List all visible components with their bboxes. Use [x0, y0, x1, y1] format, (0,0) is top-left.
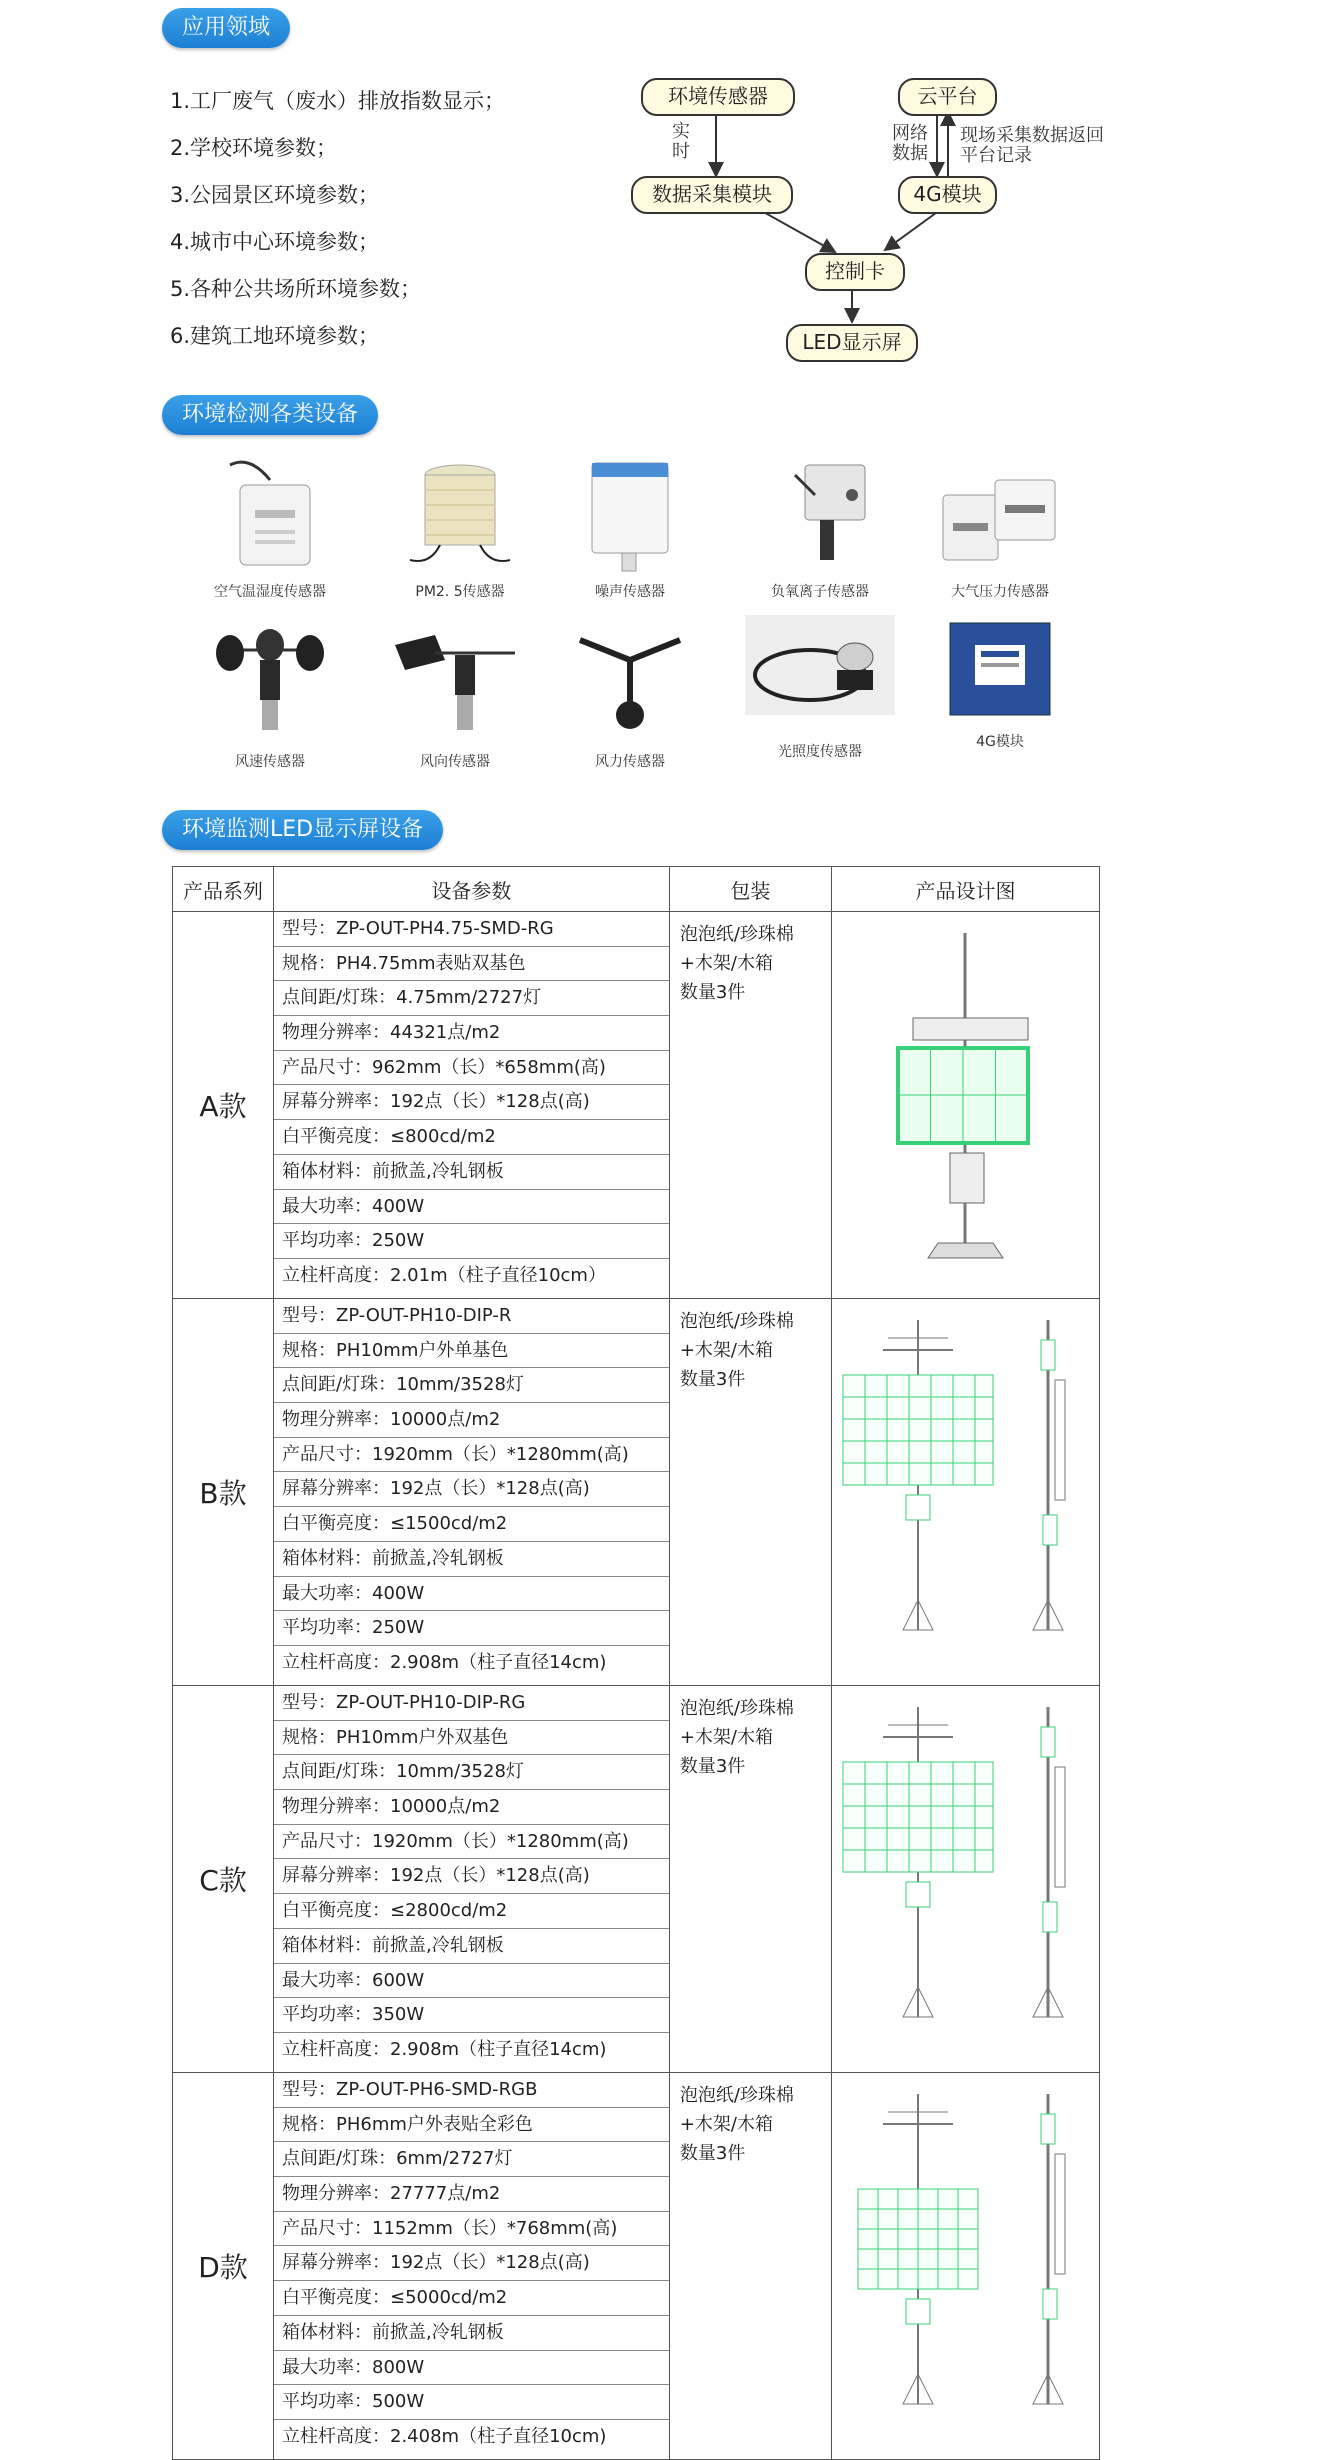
param-row: 屏幕分辨率：192点（长）*128点(高): [274, 2246, 669, 2281]
param-row: 最大功率：400W: [274, 1190, 669, 1225]
device-anion-sensor: [740, 455, 900, 601]
led-pole-drawing: [833, 1687, 1098, 2067]
device-wind-vane: [370, 615, 540, 771]
param-row: 规格：PH10mm户外单基色: [274, 1334, 669, 1369]
param-row: 物理分辨率：10000点/m2: [274, 1790, 669, 1825]
packing-cell: [669, 912, 831, 1299]
led-pole-drawing: [833, 913, 1098, 1293]
param-row: 箱体材料：前掀盖,冷轧钢板: [274, 2316, 669, 2351]
pm25-sensor-icon: [400, 455, 520, 575]
packing-line: +木架/木箱: [679, 953, 773, 974]
param-row: 型号：ZP-OUT-PH10-DIP-R: [274, 1299, 669, 1334]
design-drawing-cell: [831, 1686, 1099, 2073]
param-row: 产品尺寸：1152mm（长）*768mm(高): [274, 2212, 669, 2247]
packing-line: 泡泡纸/珍珠棉: [679, 924, 794, 945]
anion-sensor-icon: [760, 455, 880, 575]
param-row: 屏幕分辨率：192点（长）*128点(高): [274, 1472, 669, 1507]
device-label: 大气压力传感器: [951, 584, 1049, 600]
param-row: 最大功率：400W: [274, 1577, 669, 1612]
param-row: 型号：ZP-OUT-PH6-SMD-RGB: [274, 2073, 669, 2108]
series-cell: B款: [173, 1299, 274, 1686]
wind-force-icon: [570, 615, 690, 745]
table-header-row: [173, 867, 1100, 912]
flow-label-field-data: 现场采集数据返回平台记录: [960, 125, 1104, 166]
param-row: 型号：ZP-OUT-PH10-DIP-RG: [274, 1686, 669, 1721]
params-cell: [274, 2073, 670, 2460]
section-title-devices: 环境检测各类设备: [162, 395, 378, 435]
param-row: 白平衡亮度：≤5000cd/m2: [274, 2281, 669, 2316]
header-params: 设备参数: [274, 867, 670, 912]
param-row: 立柱杆高度：2.01m（柱子直径10cm）: [282, 1264, 606, 1286]
param-row: 物理分辨率：10000点/m2: [274, 1403, 669, 1438]
params-cell: [274, 1686, 670, 2073]
list-item: 3.公园景区环境参数；: [170, 183, 380, 207]
param-row: 产品尺寸：1920mm（长）*1280mm(高): [274, 1438, 669, 1473]
led-spec-table: [172, 866, 1100, 2460]
packing-cell: [669, 1299, 831, 1686]
device-anemometer: [195, 615, 345, 771]
param-row: 屏幕分辨率：192点（长）*128点(高): [274, 1085, 669, 1120]
param-row: 点间距/灯珠：6mm/2727灯: [274, 2142, 669, 2177]
header-design: 产品设计图: [831, 867, 1099, 912]
device-pm25-sensor: [385, 455, 535, 601]
packing-line: 数量3件: [679, 1369, 746, 1390]
anemometer-icon: [210, 615, 330, 745]
param-row: 点间距/灯珠：10mm/3528灯: [274, 1755, 669, 1790]
param-row: 平均功率：250W: [274, 1224, 669, 1259]
param-row: 立柱杆高度：2.408m（柱子直径10cm): [282, 2425, 607, 2447]
flow-label-realtime: 实时: [672, 121, 690, 162]
list-item: 5.各种公共场所环境参数；: [170, 277, 422, 301]
param-row: 平均功率：250W: [274, 1611, 669, 1646]
param-row: 物理分辨率：27777点/m2: [274, 2177, 669, 2212]
param-row: 产品尺寸：1920mm（长）*1280mm(高): [274, 1825, 669, 1860]
device-label: 空气温湿度传感器: [214, 584, 326, 600]
device-light-sensor: [740, 615, 900, 761]
pressure-sensor-icon: [935, 455, 1065, 575]
device-label: 4G模块: [976, 734, 1024, 750]
device-label: PM2. 5传感器: [415, 584, 505, 600]
device-wind-force: [555, 615, 705, 771]
series-cell: C款: [173, 1686, 274, 2073]
param-row: 白平衡亮度：≤2800cd/m2: [274, 1894, 669, 1929]
device-label: 风力传感器: [595, 754, 665, 770]
device-noise-sensor: [565, 455, 695, 601]
packing-line: 泡泡纸/珍珠棉: [679, 2085, 794, 2106]
packing-line: +木架/木箱: [679, 2114, 773, 2135]
param-row: 点间距/灯珠：4.75mm/2727灯: [274, 981, 669, 1016]
param-row: 屏幕分辨率：192点（长）*128点(高): [274, 1859, 669, 1894]
packing-line: 数量3件: [679, 982, 746, 1003]
header-packing: 包装: [669, 867, 831, 912]
flow-node-4g-module: 4G模块: [898, 176, 997, 214]
flow-node-control-card: 控制卡: [805, 253, 905, 291]
param-row: 产品尺寸：962mm（长）*658mm(高): [274, 1051, 669, 1086]
table-row: [173, 1686, 1100, 2073]
device-4g-module: [920, 615, 1080, 751]
led-pole-drawing: [833, 1300, 1098, 1680]
device-label: 噪声传感器: [595, 584, 665, 600]
list-item: 1.工厂废气（废水）排放指数显示；: [170, 89, 506, 113]
param-row: 立柱杆高度：2.908m（柱子直径14cm): [282, 1651, 607, 1673]
param-row: 白平衡亮度：≤800cd/m2: [274, 1120, 669, 1155]
design-drawing-cell: [831, 2073, 1099, 2460]
led-pole-drawing: [833, 2074, 1098, 2454]
humidity-sensor-icon: [210, 455, 330, 575]
module-4g-icon: [945, 615, 1055, 725]
param-row: 箱体材料：前掀盖,冷轧钢板: [274, 1542, 669, 1577]
param-row: 规格：PH6mm户外表贴全彩色: [274, 2108, 669, 2143]
list-item: 2.学校环境参数；: [170, 136, 338, 160]
flow-node-cloud: 云平台: [898, 78, 997, 116]
packing-line: 数量3件: [679, 2143, 746, 2164]
param-row: 立柱杆高度：2.908m（柱子直径14cm): [282, 2038, 607, 2060]
device-label: 光照度传感器: [778, 744, 862, 760]
section-title-applications: 应用领域: [162, 8, 290, 48]
packing-cell: [669, 1686, 831, 2073]
device-label: 负氧离子传感器: [771, 584, 869, 600]
param-row: 箱体材料：前掀盖,冷轧钢板: [274, 1155, 669, 1190]
param-row: 白平衡亮度：≤1500cd/m2: [274, 1507, 669, 1542]
section-title-led-screens: 环境监测LED显示屏设备: [162, 810, 443, 850]
flow-node-data-module: 数据采集模块: [631, 176, 793, 214]
device-label: 风速传感器: [235, 754, 305, 770]
packing-cell: [669, 2073, 831, 2460]
param-row: 点间距/灯珠：10mm/3528灯: [274, 1368, 669, 1403]
table-row: [173, 1299, 1100, 1686]
param-row: 平均功率：500W: [274, 2385, 669, 2420]
param-row: 物理分辨率：44321点/m2: [274, 1016, 669, 1051]
list-item: 6.建筑工地环境参数；: [170, 324, 380, 348]
flow-label-network-data: 网络数据: [892, 123, 928, 164]
flow-node-env-sensor: 环境传感器: [641, 78, 795, 116]
device-humidity-sensor: [195, 455, 345, 601]
header-series: 产品系列: [173, 867, 274, 912]
design-drawing-cell: [831, 912, 1099, 1299]
packing-line: 泡泡纸/珍珠棉: [679, 1698, 794, 1719]
noise-sensor-icon: [570, 455, 690, 575]
param-row: 型号：ZP-OUT-PH4.75-SMD-RG: [274, 912, 669, 947]
table-row: [173, 2073, 1100, 2460]
packing-line: +木架/木箱: [679, 1727, 773, 1748]
light-sensor-icon: [745, 615, 895, 735]
list-item: 4.城市中心环境参数；: [170, 230, 380, 254]
params-cell: [274, 912, 670, 1299]
packing-line: 数量3件: [679, 1756, 746, 1777]
flow-node-led-screen: LED显示屏: [786, 324, 918, 362]
param-row: 最大功率：800W: [274, 2351, 669, 2386]
param-row: 平均功率：350W: [274, 1998, 669, 2033]
device-pressure-sensor: [920, 455, 1080, 601]
params-cell: [274, 1299, 670, 1686]
table-row: [173, 912, 1100, 1299]
param-row: 箱体材料：前掀盖,冷轧钢板: [274, 1929, 669, 1964]
param-row: 最大功率：600W: [274, 1964, 669, 1999]
wind-vane-icon: [385, 615, 525, 745]
param-row: 规格：PH4.75mm表贴双基色: [274, 947, 669, 982]
packing-line: +木架/木箱: [679, 1340, 773, 1361]
design-drawing-cell: [831, 1299, 1099, 1686]
param-row: 规格：PH10mm户外双基色: [274, 1721, 669, 1756]
packing-line: 泡泡纸/珍珠棉: [679, 1311, 794, 1332]
series-cell: A款: [173, 912, 274, 1299]
series-cell: D款: [173, 2073, 274, 2460]
device-label: 风向传感器: [420, 754, 490, 770]
